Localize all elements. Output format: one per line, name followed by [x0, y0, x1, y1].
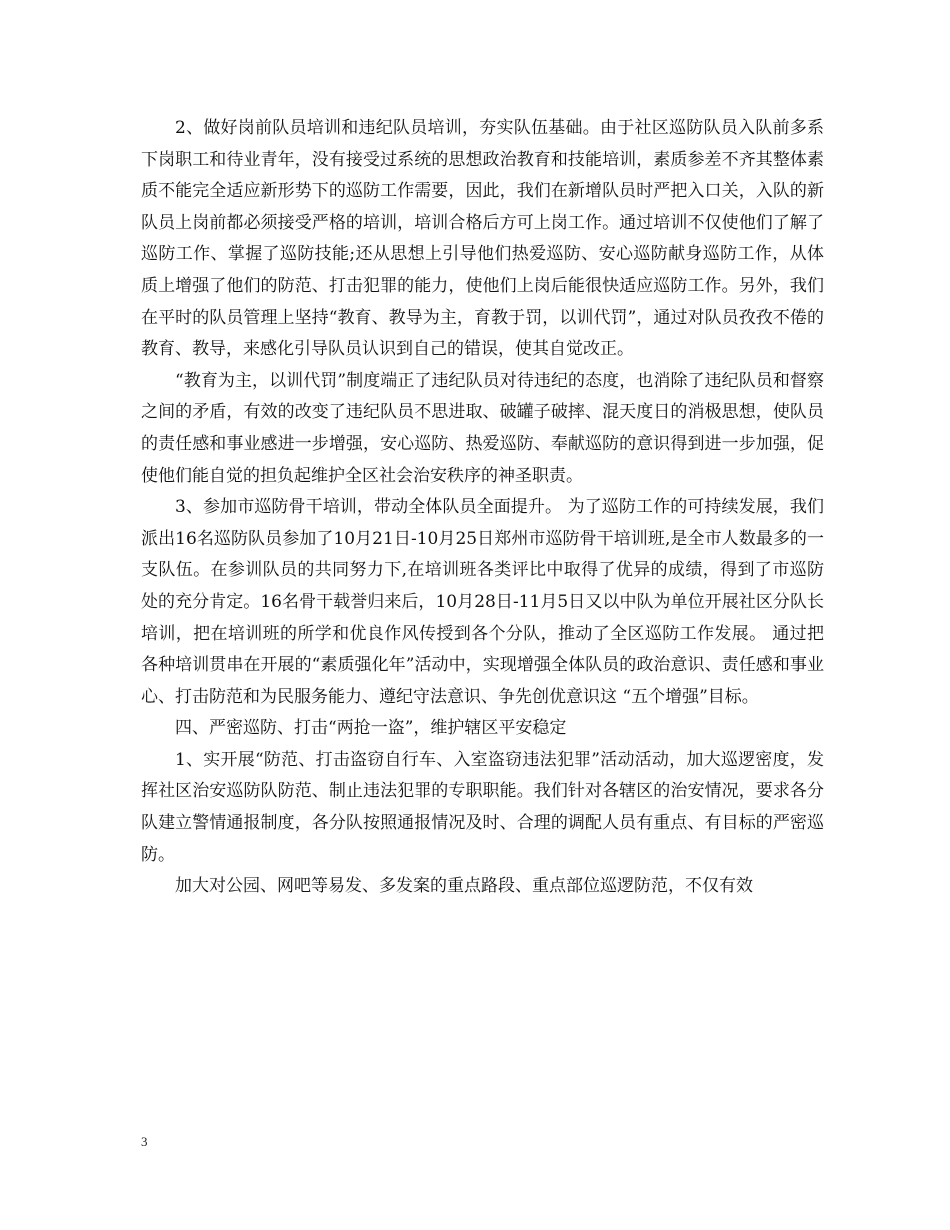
page-number: 3	[141, 1134, 148, 1149]
section-heading-patrol: 四、严密巡防、打击“两抢一盗”，维护辖区平安稳定	[175, 718, 567, 739]
paragraph-city-training: 3、参加市巡防骨干培训，带动全体队员全面提升。 为了巡防工作的可持续发展，我们派出16名巡防队员参加了10月21日-10月25日郑州市巡防骨干培训班,是全市人数最多的一支队伍。在参训队员的共同努力下,在培训班各类评比中取得了优异的成绩，得到了市巡防处的充分肯定。16名骨干载誉归来后，10月28日-11月5日又以中队为单位开展社区分队长培训，把在培训班的所学和优良作风传授到各个分队，推动了全区巡防工作发展。 通过把各种培训贯串在开展的“素质强化年”活动中，实现增强全体队员的政治意识、责任感和事业心、打击防范和为民服务能力、遵纪守法意识、争先创优意识这 “五个增强”目标。	[141, 497, 824, 707]
paragraph-anti-theft-campaign: 1、实开展“防范、打击盗窃自行车、入室盗窃违法犯罪”活动活动，加大巡逻密度，发挥社区治安巡防队防范、制止违法犯罪的专职职能。我们针对各辖区的治安情况，要求各分队建立警情通报制度，各分队按照通报情况及时、合理的调配人员有重点、有目标的严密巡防。	[141, 749, 824, 865]
paragraph-key-areas: 加大对公园、网吧等易发、多发案的重点路段、重点部位巡逻防范，不仅有效	[175, 876, 753, 897]
document-body	[141, 113, 824, 903]
paragraph-training-before-duty: 2、做好岗前队员培训和违纪队员培训，夯实队伍基础。由于社区巡防队员入队前多系下岗职工和待业青年，没有接受过系统的思想政治教育和技能培训，素质参差不齐其整体素质不能完全适应新形势下的巡防工作需要，因此，我们在新增队员时严把入口关，入队的新队员上岗前都必须接受严格的培训，培训合格后方可上岗工作。通过培训不仅使他们了解了巡防工作、掌握了巡防技能;还从思想上引导他们热爱巡防、安心巡防献身巡防工作，从体质上增强了他们的防范、打击犯罪的能力，使他们上岗后能很快适应巡防工作。另外，我们在平时的队员管理上坚持“教育、教导为主，育教于罚，以训代罚”，通过对队员孜孜不倦的教育、教导，来感化引导队员认识到自己的错误，使其自觉改正。	[141, 118, 824, 360]
paragraph-education-policy: “教育为主，以训代罚”制度端正了违纪队员对待违纪的态度，也消除了违纪队员和督察之间的矛盾，有效的改变了违纪队员不思进取、破罐子破摔、混天度日的消极思想，使队员的责任感和事业感进一步增强，安心巡防、热爱巡防、奉献巡防的意识得到进一步加强，促使他们能自觉的担负起维护全区社会治安秩序的神圣职责。	[141, 370, 824, 486]
